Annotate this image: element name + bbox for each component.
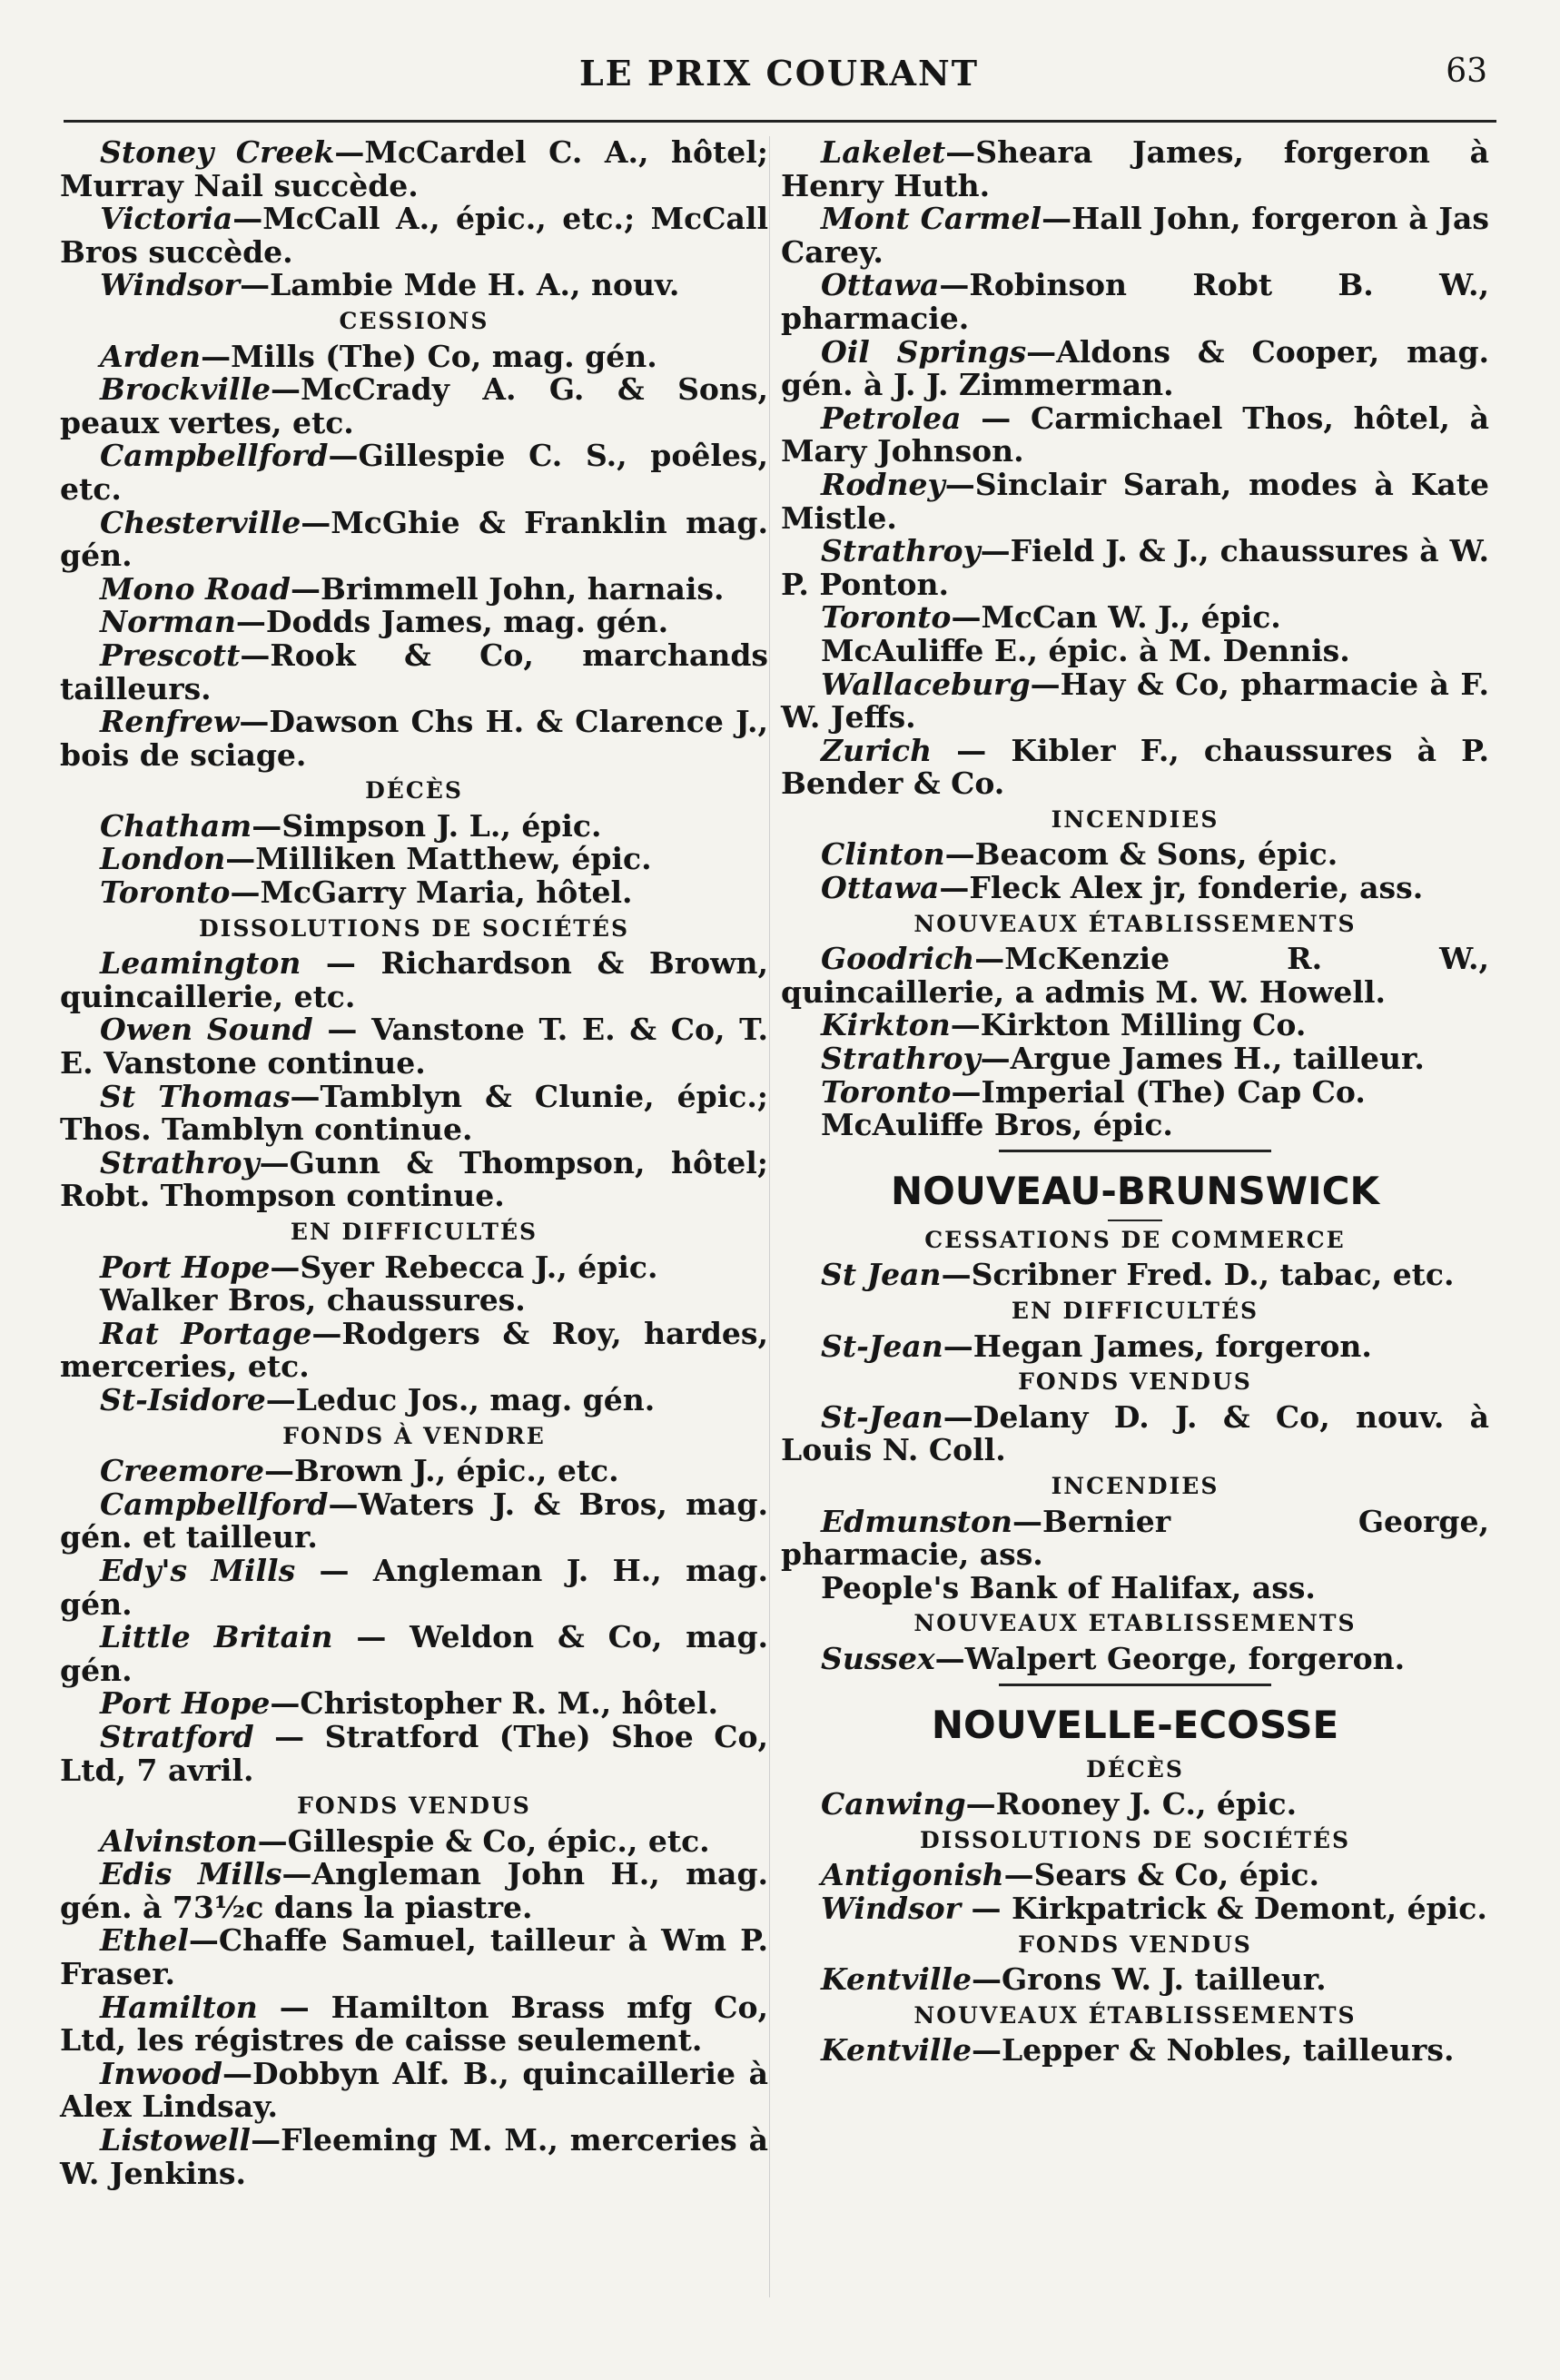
listing-entry	[60, 947, 768, 1013]
listing-entry	[60, 1924, 768, 1990]
page-title: LE PRIX COURANT	[578, 53, 980, 94]
listing-entry	[60, 1687, 768, 1721]
entry-text: —Delany D. J. & Co, nouv. à Louis N. Coll.	[781, 1398, 1489, 1468]
place-name: Norman	[100, 604, 236, 640]
listing-entry	[781, 1109, 1489, 1142]
listing-entry	[781, 872, 1489, 905]
column-divider	[769, 136, 770, 2297]
place-name: Kentville	[821, 2032, 972, 2069]
listing-entry	[60, 373, 768, 439]
entry-text: —Sears & Co, épic.	[1003, 1857, 1319, 1893]
listing-entry	[60, 2055, 768, 2125]
place-name: Goodrich	[821, 941, 975, 977]
place-name: St Thomas	[100, 1078, 291, 1114]
listing-entry	[781, 1259, 1489, 1292]
listing-entry	[60, 504, 768, 574]
header-rule	[64, 120, 1496, 123]
place-name: Ottawa	[821, 267, 940, 303]
entry-text: —Leduc Jos., mag. gén.	[265, 1381, 656, 1417]
listing-entry	[781, 202, 1489, 269]
place-name: Windsor	[821, 1890, 962, 1926]
place-name: Stoney Creek	[100, 134, 335, 170]
entry-text: Walker Bros, chaussures.	[100, 1282, 526, 1318]
section-heading: INCENDIES	[1051, 1472, 1219, 1499]
listing-entry	[781, 838, 1489, 872]
entry-text: —Waters J. & Bros, mag. gén. et tailleur.	[60, 1486, 768, 1555]
entry-text: —Sheara James, forgeron à Henry Huth.	[781, 134, 1489, 203]
listing-entry	[60, 1718, 768, 1788]
place-name: Alvinston	[100, 1822, 258, 1859]
listing-entry	[60, 1822, 768, 1859]
place-name: Ethel	[100, 1922, 189, 1959]
place-name: Strathroy	[100, 1144, 260, 1180]
entry-text: —Walpert George, forgeron.	[934, 1640, 1406, 1676]
listing-entry	[60, 1078, 768, 1148]
listing-entry	[781, 601, 1489, 635]
place-name: Strathroy	[821, 533, 981, 569]
listing-entry	[781, 1640, 1489, 1676]
entry-text: — Angleman J. H., mag. gén.	[60, 1552, 768, 1622]
place-name: Windsor	[100, 267, 241, 303]
listing-entry	[781, 1788, 1489, 1822]
entry-text: —Gunn & Thompson, hôtel; Robt. Thompson continue.	[60, 1144, 768, 1214]
place-name: Leamington	[100, 945, 301, 982]
entry-text: —Syer Rebecca J., épic.	[270, 1249, 658, 1285]
entry-text: —Christopher R. M., hôtel.	[270, 1685, 718, 1722]
entry-text: — Weldon & Co, mag. gén.	[60, 1619, 769, 1688]
province-heading: NOUVEAU-BRUNSWICK	[890, 1168, 1380, 1213]
entry-text: —Brimmell John, harnais.	[290, 570, 725, 607]
place-name: Edmunston	[821, 1503, 1012, 1539]
entry-text: —McCrady A. G. & Sons, peaux vertes, etc.	[60, 371, 768, 440]
listing-entry	[781, 136, 1489, 202]
listing-entry	[781, 1009, 1489, 1042]
entry-text: — Vanstone T. E. & Co, T. E. Vanstone continue.	[60, 1012, 768, 1081]
listing-entry	[781, 466, 1489, 536]
entry-text: — Carmichael Thos, hôtel, à Mary Johnson.	[781, 400, 1489, 469]
place-name: Chesterville	[100, 504, 301, 540]
place-name: Creemore	[100, 1453, 264, 1489]
entry-text: —Dobbyn Alf. B., quincaillerie à Alex Lindsay.	[60, 2055, 768, 2125]
listing-entry	[60, 570, 768, 607]
listing-entry	[781, 1859, 1489, 1892]
entry-text: —Hay & Co, pharmacie à F. W. Jeffs.	[781, 666, 1489, 736]
listing-entry	[60, 1455, 768, 1488]
place-name: Clinton	[821, 836, 945, 873]
listing-entry	[60, 269, 768, 302]
section-heading: FONDS À VENDRE	[282, 1422, 546, 1449]
place-name: St-Isidore	[100, 1381, 266, 1417]
section-heading: FONDS VENDUS	[297, 1792, 531, 1820]
listing-entry	[781, 668, 1489, 735]
entry-text: — Kibler F., chaussures à P. Bender & Co.	[781, 732, 1489, 802]
place-name: Port Hope	[100, 1249, 271, 1285]
entry-text: —Hall John, forgeron à Jas Carey.	[781, 201, 1489, 270]
place-name: Toronto	[100, 874, 231, 911]
listing-entry	[781, 1398, 1489, 1468]
entry-text: —Robinson Robt B. W., pharmacie.	[781, 267, 1489, 336]
listing-entry	[60, 1552, 768, 1622]
place-name: St-Jean	[821, 1328, 943, 1364]
place-name: Rodney	[821, 466, 945, 502]
listing-entry	[781, 1073, 1489, 1110]
place-name: Edis Mills	[100, 1856, 282, 1892]
listing-entry	[781, 943, 1489, 1009]
entry-text: —McGhie & Franklin mag. gén.	[60, 504, 768, 574]
place-name: Wallaceburg	[821, 666, 1031, 702]
place-name: London	[100, 841, 226, 877]
place-name: Kentville	[821, 1961, 972, 1998]
listing-entry	[781, 1963, 1489, 1997]
section-heading: DÉCÈS	[365, 777, 463, 805]
entry-text: —Field J. & J., chaussures à W. P. Ponton.	[781, 533, 1489, 602]
place-name: St-Jean	[821, 1398, 943, 1435]
entry-text: —Grons W. J. tailleur.	[971, 1961, 1327, 1998]
entry-text: —Milliken Matthew, épic.	[225, 841, 652, 877]
listing-entry	[781, 402, 1489, 469]
place-name: Antigonish	[821, 1857, 1004, 1893]
province-heading: NOUVELLE-ECOSSE	[931, 1702, 1339, 1747]
entry-text: —Mills (The) Co, mag. gén.	[201, 338, 657, 374]
entry-text: —Rodgers & Roy, hardes, merceries, etc.	[60, 1315, 768, 1385]
place-name: Edy's Mills	[100, 1552, 296, 1588]
place-name: Petrolea	[821, 400, 962, 436]
right-column	[781, 136, 1489, 2068]
listing-entry	[60, 1315, 768, 1385]
left-column	[60, 136, 768, 2190]
entry-text: —Simpson J. L., épic.	[252, 807, 602, 844]
listing-entry	[60, 136, 768, 202]
place-name: Inwood	[100, 2055, 222, 2091]
listing-entry	[60, 706, 768, 772]
entry-text: —Kirkton Milling Co.	[950, 1007, 1307, 1043]
section-heading: DÉCÈS	[1086, 1755, 1184, 1783]
listing-entry	[781, 1503, 1489, 1573]
entry-text: —Angleman John H., mag. gén. à 73½c dans la piastre.	[60, 1856, 769, 1925]
entry-text: —Dawson Chs H. & Clarence J., bois de sciage.	[60, 704, 768, 773]
entry-text: —Argue James H., tailleur.	[980, 1041, 1425, 1077]
listing-entry	[60, 1251, 768, 1285]
listing-entry	[60, 639, 768, 706]
listing-entry	[60, 2124, 768, 2190]
entry-text: —McCall A., épic., etc.; McCall Bros succède.	[60, 201, 768, 270]
listing-entry	[781, 333, 1490, 403]
page-number: 63	[1446, 53, 1487, 90]
entry-text: —Dodds James, mag. gén.	[235, 604, 669, 640]
place-name: Ottawa	[821, 870, 940, 906]
place-name: Kirkton	[821, 1007, 951, 1043]
entry-text: —Beacom & Sons, épic.	[944, 836, 1338, 873]
entry-text: — Stratford (The) Shoe Co, Ltd, 7 avril.	[60, 1718, 768, 1788]
entry-text: People's Bank of Halifax, ass.	[821, 1569, 1316, 1605]
section-heading: DISSOLUTIONS DE SOCIÉTÉS	[919, 1826, 1351, 1853]
listing-entry	[781, 732, 1489, 802]
entry-text: —Brown J., épic., etc.	[263, 1453, 619, 1489]
entry-text: —Aldons & Cooper, mag. gén. à J. J. Zimmerman.	[781, 333, 1490, 403]
place-name: Oil Springs	[821, 333, 1027, 370]
listing-entry	[60, 1381, 768, 1417]
place-name: Mono Road	[100, 570, 291, 607]
place-name: Lakelet	[821, 134, 946, 170]
place-name: St Jean	[821, 1257, 942, 1293]
listing-entry	[781, 269, 1489, 335]
place-name: Sussex	[821, 1640, 935, 1676]
listing-entry	[781, 535, 1489, 601]
listing-entry	[60, 1991, 768, 2058]
listing-entry	[781, 2034, 1489, 2068]
listing-entry	[781, 1330, 1489, 1364]
entry-text: —Scribner Fred. D., tabac, etc.	[941, 1257, 1455, 1293]
entry-text: —Imperial (The) Cap Co.	[951, 1073, 1366, 1110]
listing-entry	[60, 1284, 768, 1318]
entry-text: —Rook & Co, marchands tailleurs.	[60, 637, 768, 706]
section-heading: CESSATIONS DE COMMERCE	[924, 1226, 1346, 1253]
listing-entry	[60, 807, 768, 844]
listing-entry	[60, 876, 768, 910]
listing-entry	[781, 632, 1489, 668]
place-name: Prescott	[100, 637, 241, 673]
listing-entry	[60, 843, 768, 876]
entry-text: —McGarry Maria, hôtel.	[230, 874, 633, 911]
place-name: Little Britain	[100, 1619, 333, 1655]
entry-text: —McKenzie R. W., quincaillerie, a admis M. W. Howell.	[781, 941, 1489, 1010]
section-heading: NOUVEAUX ÉTABLISSEMENTS	[913, 910, 1357, 937]
entry-text: McAuliffe E., épic. à M. Dennis.	[821, 632, 1350, 668]
place-name: Arden	[100, 338, 202, 374]
place-name: Strathroy	[821, 1041, 981, 1077]
entry-text: —McCan W. J., épic.	[951, 599, 1281, 636]
entry-text: —Sinclair Sarah, modes à Kate Mistle.	[781, 466, 1489, 536]
place-name: Toronto	[821, 599, 952, 636]
place-name: Listowell	[100, 2122, 252, 2158]
place-name: Port Hope	[100, 1685, 271, 1722]
section-heading: FONDS VENDUS	[1018, 1931, 1252, 1958]
place-name: Victoria	[100, 201, 233, 237]
listing-entry	[60, 606, 768, 639]
place-name: Renfrew	[100, 704, 240, 740]
page-header	[71, 53, 1487, 107]
entry-text: McAuliffe Bros, épic.	[821, 1107, 1173, 1143]
listing-entry	[60, 1013, 768, 1080]
section-rule	[999, 1150, 1271, 1152]
place-name: Hamilton	[100, 1989, 258, 2025]
place-name: Zurich	[821, 732, 933, 768]
section-heading: NOUVEAUX ETABLISSEMENTS	[913, 1610, 1357, 1637]
entry-text: —Bernier George, pharmacie, ass.	[781, 1503, 1489, 1573]
place-name: Toronto	[821, 1073, 952, 1110]
section-heading: INCENDIES	[1051, 805, 1219, 833]
section-heading: CESSIONS	[339, 307, 489, 334]
listing-entry	[781, 1042, 1489, 1076]
entry-text: —Lambie Mde H. A., nouv.	[240, 267, 680, 303]
listing-entry	[60, 1858, 768, 1924]
entry-text: —Gillespie & Co, épic., etc.	[257, 1822, 710, 1859]
entry-text: —Gillespie C. S., poêles, etc.	[60, 438, 768, 507]
listing-entry	[781, 1892, 1489, 1926]
place-name: Campbellford	[100, 438, 329, 474]
section-heading: FONDS VENDUS	[1018, 1368, 1252, 1396]
entry-text: —McCardel C. A., hôtel; Murray Nail succède.	[60, 134, 768, 203]
entry-text: —Fleeming M. M., merceries à W. Jenkins.	[60, 2122, 768, 2191]
entry-text: —Fleck Alex jr, fonderie, ass.	[939, 870, 1424, 906]
entry-text: — Hamilton Brass mfg Co, Ltd, les régistres de caisse seulement.	[60, 1989, 768, 2059]
place-name: Canwing	[821, 1786, 966, 1822]
small-rule	[1108, 1220, 1162, 1221]
listing-entry	[60, 439, 768, 506]
entry-text: — Richardson & Brown, quincaillerie, etc.	[60, 945, 768, 1014]
entry-text: —Hegan James, forgeron.	[943, 1328, 1372, 1364]
section-heading: DISSOLUTIONS DE SOCIÉTÉS	[198, 914, 630, 942]
listing-entry	[781, 1569, 1489, 1605]
place-name: Campbellford	[100, 1486, 329, 1522]
section-rule	[999, 1684, 1271, 1686]
entry-text: —Tamblyn & Clunie, épic.; Thos. Tamblyn continue.	[60, 1078, 768, 1148]
entry-text: —Chaffe Samuel, tailleur à Wm P. Fraser.	[60, 1922, 768, 1992]
place-name: Chatham	[100, 807, 252, 844]
entry-text: — Kirkpatrick & Demont, épic.	[961, 1890, 1487, 1926]
listing-entry	[60, 1144, 768, 1214]
place-name: Stratford	[100, 1718, 254, 1754]
place-name: Owen Sound	[100, 1012, 313, 1048]
entry-text: —Lepper & Nobles, tailleurs.	[971, 2032, 1455, 2069]
place-name: Rat Portage	[100, 1315, 312, 1351]
listing-entry	[60, 1621, 768, 1687]
place-name: Mont Carmel	[821, 201, 1042, 237]
place-name: Brockville	[100, 371, 272, 408]
listing-entry	[60, 338, 768, 374]
listing-entry	[60, 202, 768, 269]
section-heading: EN DIFFICULTÉS	[290, 1219, 538, 1245]
section-heading: NOUVEAUX ÉTABLISSEMENTS	[913, 2001, 1357, 2029]
listing-entry	[60, 1488, 768, 1555]
entry-text: —Rooney J. C., épic.	[965, 1786, 1298, 1822]
section-heading: EN DIFFICULTÉS	[1011, 1298, 1259, 1324]
